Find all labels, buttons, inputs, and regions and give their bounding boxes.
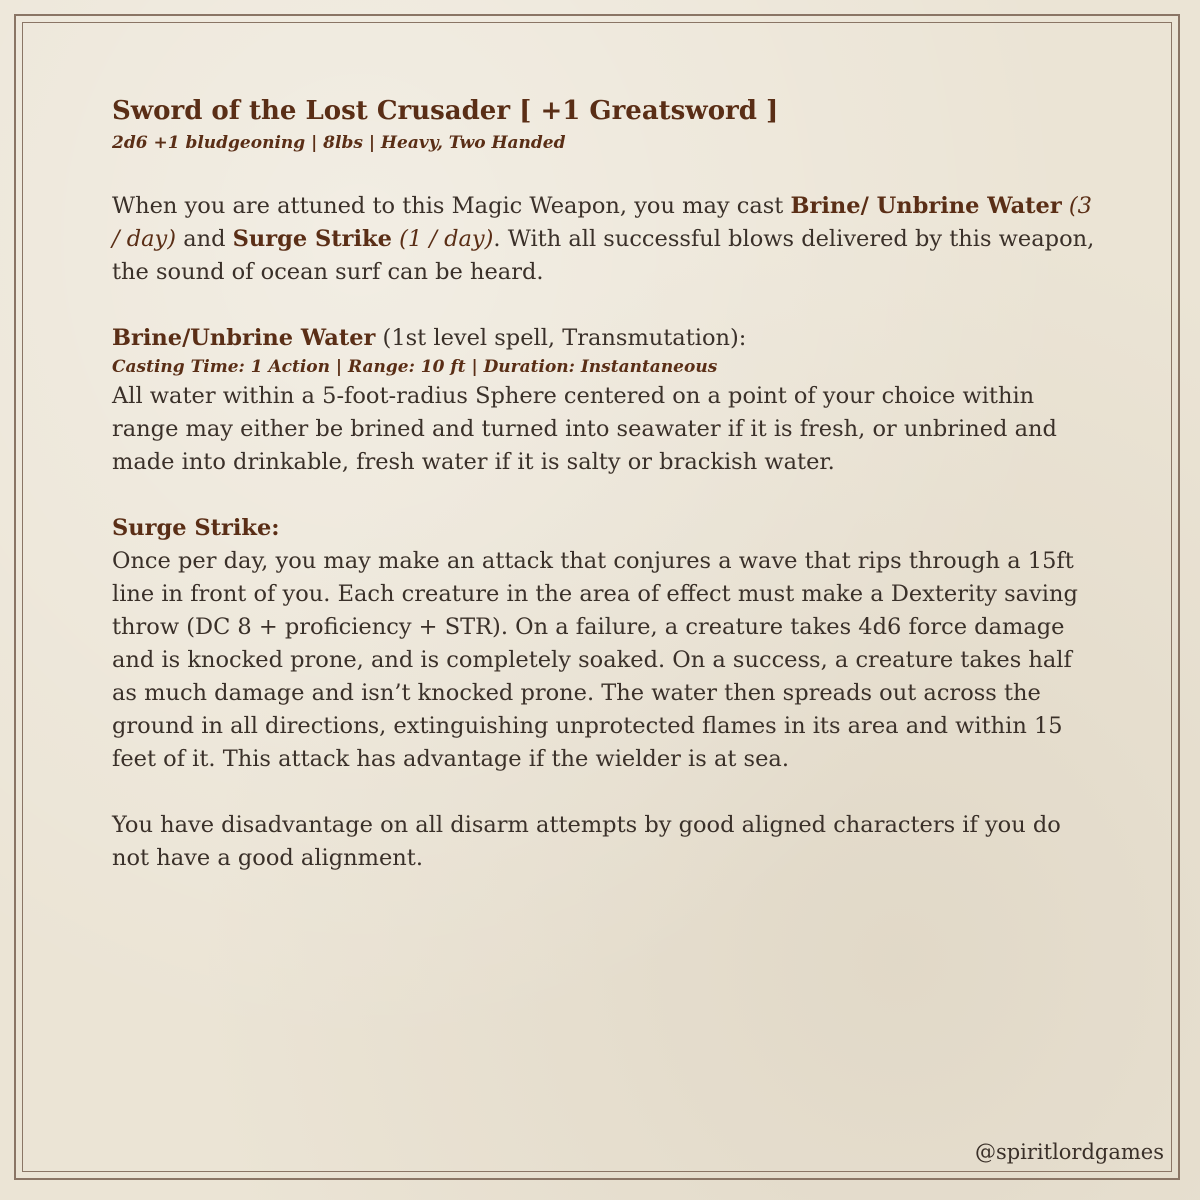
creator-handle: @spiritlordgames <box>974 1140 1164 1164</box>
item-stats: 2d6 +1 bludgeoning | 8lbs | Heavy, Two Handed <box>112 133 566 153</box>
surge-description: Once per day, you may make an attack that conjures a wave that rips through a 15ft line in front of you. Each creature in the area of effect must make a Dexterity saving throw (DC 8 + proficiency + STR). On a failure, a creature takes 4d6 force damage and is knocked prone, and is completely soaked. On a success, a creature takes half as much damage and isn’t knocked prone. The water then spreads out across the ground in all directions, extinguishing unprotected flames in its area and within 15 feet of it. This attack has advantage if the wielder is at sea. <box>112 548 1078 772</box>
intro-spell-surge-uses: (1 / day) <box>399 226 494 252</box>
intro-text: . With all successful blows delivered by this weapon, the sound of ocean surf can be heard. <box>112 226 1095 285</box>
intro-spell-brine: Brine/ Unbrine Water <box>790 193 1062 219</box>
intro-spell-brine-uses: (3 / day) <box>112 193 1092 252</box>
spacer <box>112 776 1097 809</box>
brine-heading <box>112 322 1097 355</box>
surge-heading <box>112 512 1097 545</box>
brine-info: (1st level spell, Transmutation): <box>375 325 747 351</box>
footer-note: You have disadvantage on all disarm attempts by good aligned characters if you do not have a good alignment. <box>112 812 1061 871</box>
item-description <box>112 92 1097 875</box>
intro-text: When you are attuned to this Magic Weapon, you may cast <box>112 193 791 219</box>
intro-text <box>1062 193 1069 219</box>
spacer <box>112 156 1097 190</box>
item-title: Sword of the Lost Crusader [ +1 Greatsword ] <box>112 96 779 126</box>
brine-name: Brine/Unbrine Water <box>112 325 376 351</box>
intro-paragraph <box>112 190 1097 289</box>
surge-name: Surge Strike: <box>112 515 280 541</box>
brine-meta: Casting Time: 1 Action | Range: 10 ft | Duration: Instantaneous <box>112 357 718 377</box>
intro-text: and <box>176 226 233 252</box>
brine-description: All water within a 5-foot-radius Sphere centered on a point of your choice within range may either be brined and turned into seawater if it is fresh, or unbrined and made into drinkable, fresh water if it is salty or brackish water. <box>112 383 1057 475</box>
intro-spell-surge: Surge Strike <box>232 226 392 252</box>
spacer <box>112 479 1097 512</box>
spacer <box>112 289 1097 322</box>
